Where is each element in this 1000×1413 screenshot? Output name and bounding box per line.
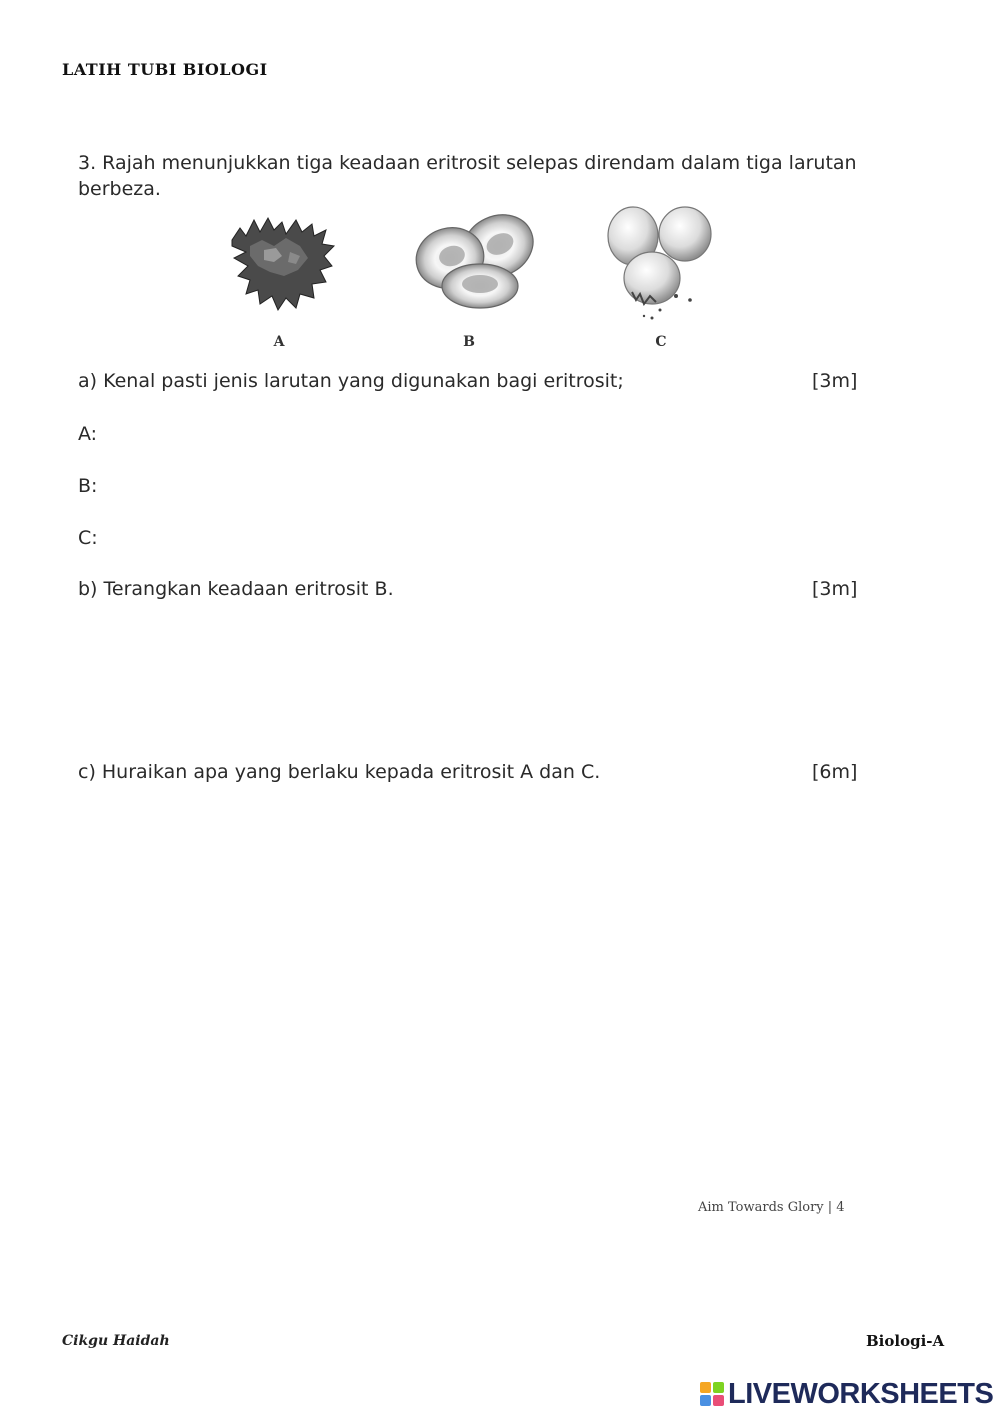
figure-label-a: A xyxy=(273,334,285,350)
part-b-question: b) Terangkan keadaan eritrosit B. xyxy=(78,578,394,600)
header-title: LATIH TUBI BIOLOGI xyxy=(62,60,268,79)
part-a-question: a) Kenal pasti jenis larutan yang digunakan bagi eritrosit; xyxy=(78,370,624,392)
liveworksheets-icon xyxy=(700,1382,724,1406)
liveworksheets-logo[interactable] xyxy=(700,1376,993,1412)
brand-name: LIVEWORKSHEETS xyxy=(728,1377,994,1410)
figure-label-b: B xyxy=(463,334,475,350)
footer-author: Cikgu Haidah xyxy=(62,1333,170,1349)
erythrocyte-figure xyxy=(220,200,740,330)
answer-a-label: A: xyxy=(78,423,98,445)
page-footer: Aim Towards Glory | 4 xyxy=(698,1200,845,1215)
footer-subject: Biologi-A xyxy=(866,1332,945,1350)
answer-b-label: B: xyxy=(78,475,98,497)
lysed-cell-c xyxy=(608,207,711,320)
normal-cell-b xyxy=(409,204,543,308)
part-c-question: c) Huraikan apa yang berlaku kepada eritrosit A dan C. xyxy=(78,761,601,783)
part-b-marks: [3m] xyxy=(812,578,858,600)
figure-label-c: C xyxy=(655,334,667,350)
part-a-marks: [3m] xyxy=(812,370,858,392)
part-c-marks: [6m] xyxy=(812,761,858,783)
crenated-cell-a xyxy=(232,218,334,310)
answer-c-label: C: xyxy=(78,527,98,549)
question-intro: 3. Rajah menunjukkan tiga keadaan eritrosit selepas direndam dalam tiga larutan berbeza. xyxy=(78,152,857,200)
